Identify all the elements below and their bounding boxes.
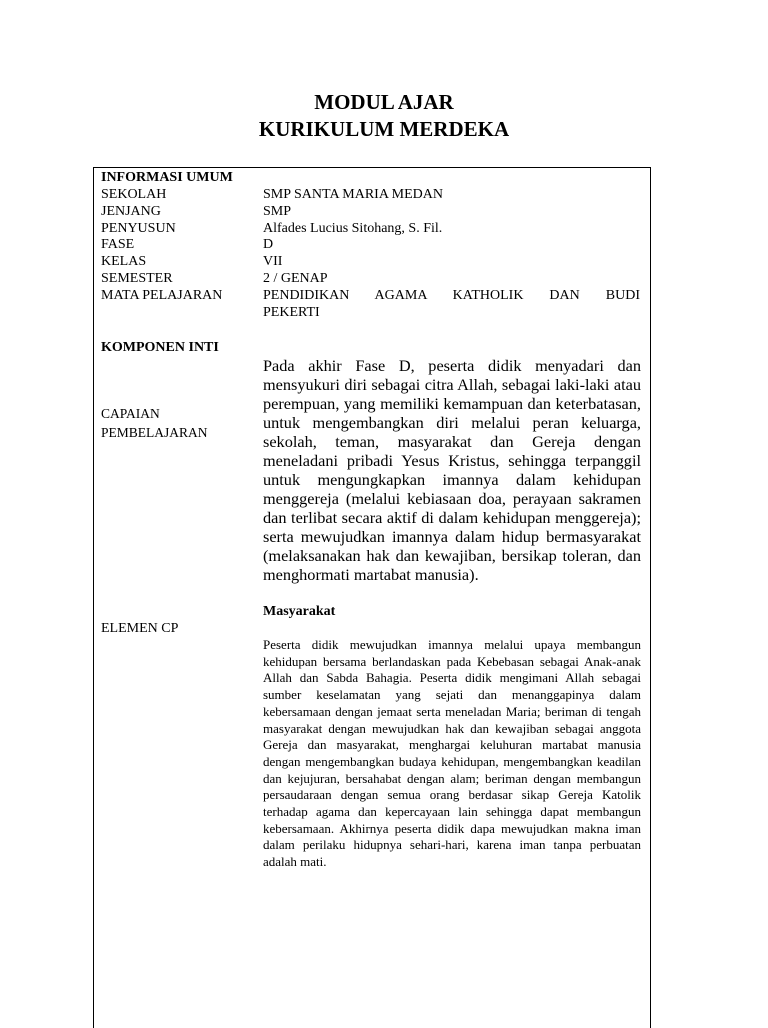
label-kelas: KELAS	[101, 254, 147, 269]
elemen-heading: Masyarakat	[263, 604, 336, 619]
document-subtitle: KURIKULUM MERDEKA	[258, 117, 510, 141]
label-mata-pelajaran: MATA PELAJARAN	[101, 288, 223, 303]
value-jenjang: SMP	[263, 204, 292, 219]
value-kelas: VII	[263, 254, 283, 269]
komponen-heading: KOMPONEN INTI	[101, 340, 219, 355]
value-mata-pelajaran: PENDIDIKAN AGAMA KATHOLIK DAN BUDI	[263, 288, 640, 303]
value-sekolah: SMP SANTA MARIA MEDAN	[263, 187, 444, 202]
label-sekolah: SEKOLAH	[101, 187, 167, 202]
elemen-cp-label: ELEMEN CP	[101, 621, 179, 636]
info-heading: INFORMASI UMUM	[101, 170, 233, 185]
label-fase: FASE	[101, 237, 135, 252]
label-semester: SEMESTER	[101, 271, 173, 286]
label-penyusun: PENYUSUN	[101, 221, 176, 236]
value-semester: 2 / GENAP	[263, 271, 328, 286]
label-jenjang: JENJANG	[101, 204, 161, 219]
value-fase: D	[263, 237, 274, 252]
value-mata-pelajaran-cont: PEKERTI	[263, 305, 320, 320]
cp-label-cont: PEMBELAJARAN	[101, 425, 208, 440]
capaian-pembelajaran-text: Pada akhir Fase D, peserta didik menyadari dan mensyukuri diri sebagai citra Allah, sebagai laki-laki atau perempuan, yang memiliki kemampuan dan keterbatasan, untuk mengembangkan diri melalui peran keluarga, sekolah, teman, masyarakat dan Gereja dengan meneladani pribadi Yesus Kristus, sehingga terpanggil untuk mengungkapkan imannya dalam kehidupan menggereja (melalui kebiasaan doa, perayaan sakramen dan terlibat secara aktif di dalam kehidupan menggereja); serta mewujudkan imannya dalam hidup bermasyarakat (melaksanakan hak dan kewajiban, bersikap toleran, dan menghormati martabat manusia).	[263, 356, 641, 584]
cp-label: CAPAIAN	[101, 406, 160, 421]
document-title: MODUL AJAR	[314, 90, 454, 114]
value-penyusun: Alfades Lucius Sitohang, S. Fil.	[263, 221, 443, 236]
elemen-cp-text: Peserta didik mewujudkan imannya melalui upaya membangun kehidupan bersama berlandaskan pada Kebebasan sebagai Anak-anak Allah dan Sabda Bahagia. Peserta didik mengimani Allah sebagai sumber keselamatan yang sejati dan menanggapinya dalam kebersamaan dengan jemaat serta meneladan Maria; beriman di tengah masyarakat dengan mewujudkan hak dan kewajiban sebagai anggota Gereja dan masyarakat, menghargai keluhuran martabat manusia dengan mengembangkan budaya kehidupan, mengembangkan keadilan dan kejujuran, bersahabat dengan alam; beriman dengan membangun persaudaraan dengan semua orang berdasar sikap Gereja Katolik terhadap agama dan kepercayaan lain sehingga dapat membangun kebersamaan. Akhirnya peserta didik dapa mewujudkan makna iman dalam perilaku hidupnya sehari-hari, karena iman tanpa perbuatan adalah mati.	[263, 637, 641, 870]
